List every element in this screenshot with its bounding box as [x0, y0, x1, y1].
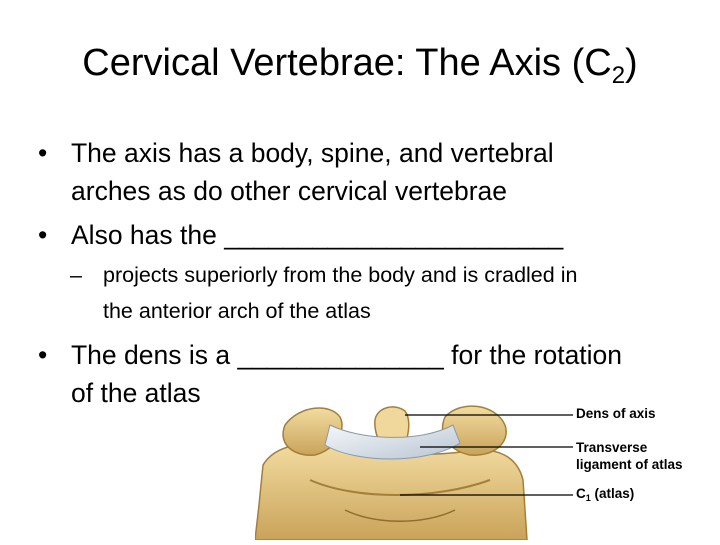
bullet-3-line-2: of the atlas — [71, 378, 201, 408]
title-end: ) — [625, 42, 638, 84]
bullet-1-line-2: arches as do other cervical vertebrae — [71, 176, 507, 206]
bullet-marker: • — [38, 340, 48, 370]
label-ligament-of-atlas: ligament of atlas — [576, 457, 683, 472]
label-c1-letter: C — [576, 486, 586, 501]
label-c1-subscript: 1 — [585, 493, 591, 503]
label-transverse: Transverse — [576, 440, 648, 455]
title-subscript: 2 — [611, 62, 626, 89]
label-c1-rest: (atlas) — [590, 486, 635, 501]
sub-bullet-marker: – — [70, 263, 82, 287]
bullet-3-line-1: The dens is a ______________ for the rotation — [71, 340, 623, 370]
bullet-marker: • — [38, 220, 48, 250]
sub-bullet-line-2: the anterior arch of the atlas — [103, 299, 371, 323]
label-c1-atlas — [576, 486, 634, 501]
axis-atlas-figure — [255, 385, 720, 540]
label-dens-of-axis: Dens of axis — [576, 406, 656, 421]
bullet-1-line-1: The axis has a body, spine, and vertebral — [71, 138, 554, 168]
slide-title — [0, 42, 720, 89]
bullet-marker: • — [38, 138, 48, 168]
bullet-2-line-1: Also has the _______________________ — [71, 220, 564, 250]
sub-bullet-line-1: projects superiorly from the body and is cradled in — [103, 263, 578, 287]
title-main: Cervical Vertebrae: The Axis (C — [82, 42, 612, 84]
